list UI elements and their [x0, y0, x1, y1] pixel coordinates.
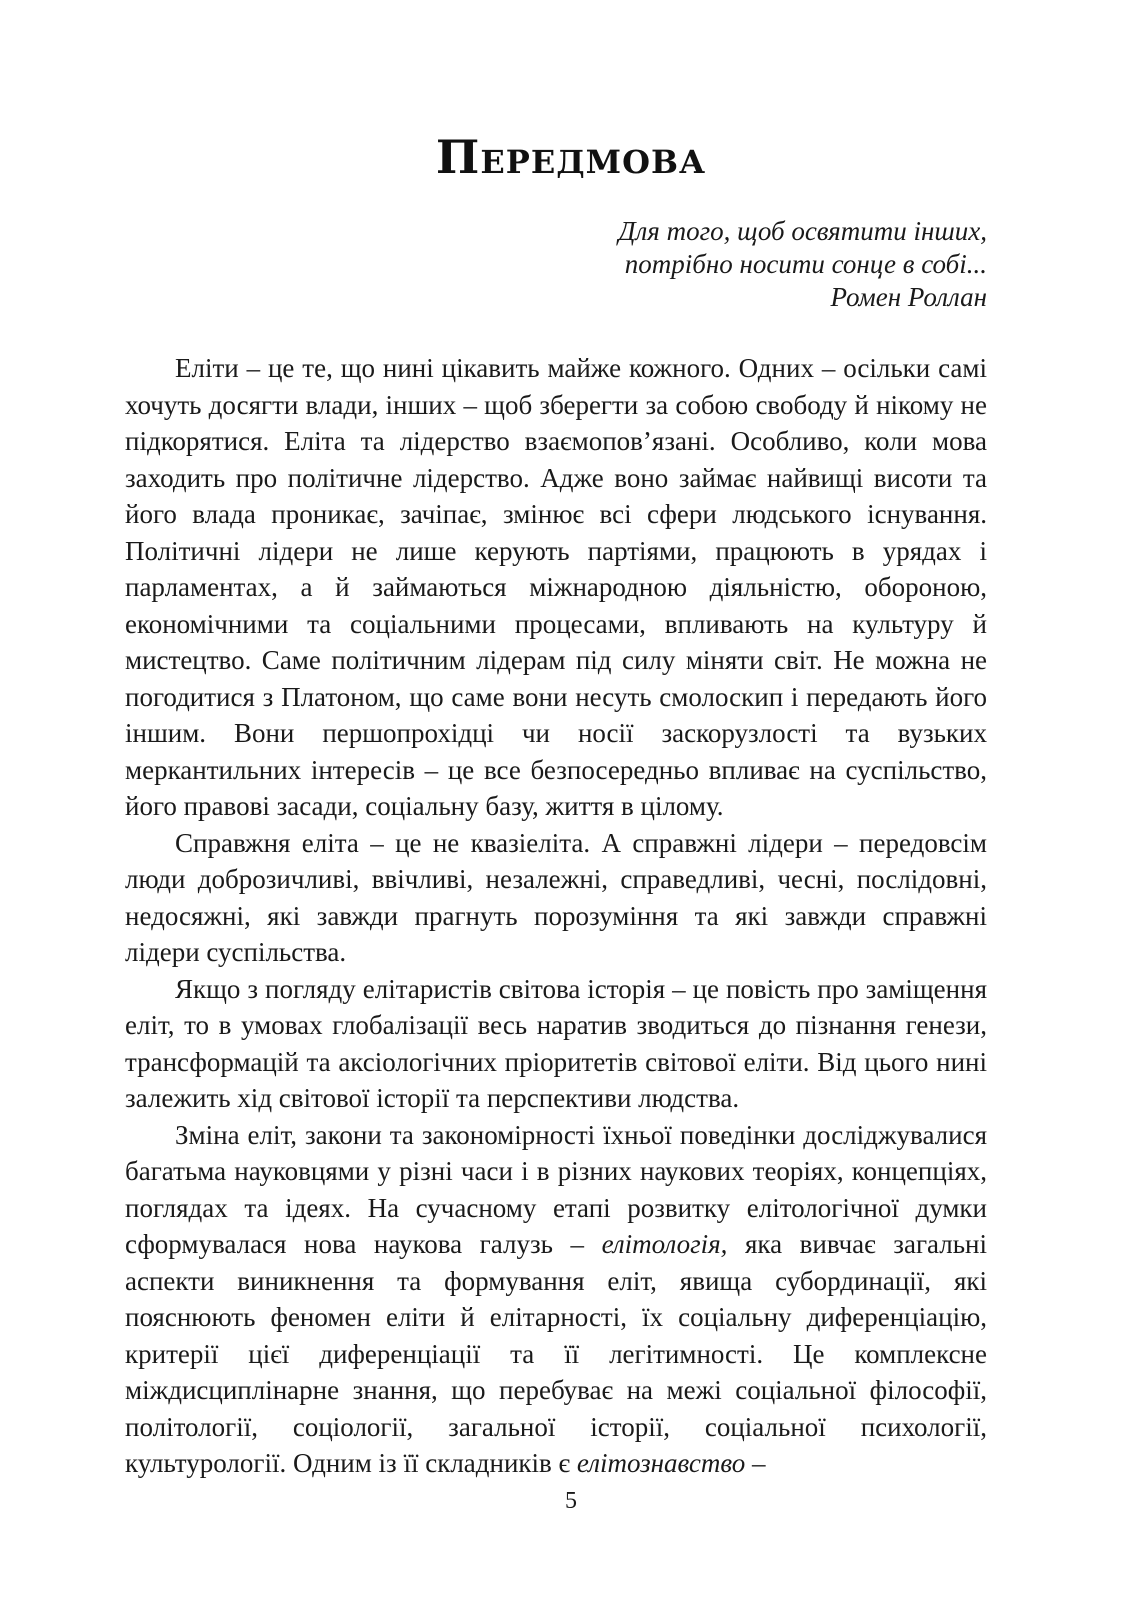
- paragraph: Якщо з погляду елітаристів світова історія – це повість про заміщення еліт, то в умовах глобалізації весь наратив зводиться до пізнання генези, трансформацій та аксіологічних пріоритетів світової еліти. Від цього нині залежить хід світової історії та перспективи людства.: [125, 973, 987, 1113]
- paragraph: Справжня еліта – це не квазіеліта. А справжні лідери – передовсім люди доброзичливі, ввічливі, незалежні, справедливі, чесні, послідовні, недосяжні, які завжди прагнуть порозуміння та які завжди справжні лідери суспільства.: [125, 827, 987, 967]
- paragraph: Зміна еліт, закони та закономірності їхньої поведінки досліджувалися багатьма науковцями у різні часи і в різних наукових теоріях, концепціях, поглядах та ідеях. На сучасному етапі розвитку елітологічної думки сформувалася нова наукова галузь – елітологія, яка вивчає загальні аспекти виникнення та формування еліт, явища субординації, які пояснюють феномен еліти й елітарності, їх соціальну диференціацію, критерії цієї диференціації та її легітимності. Це комплексне міждисциплінарне знання, що перебуває на межі соціальної філософії, політології, соціології, загальної історії, соціальної психології, культурології. Одним із її складників є елітознавство –: [125, 1119, 987, 1478]
- term-elite-studies: елітознавство: [576, 1448, 746, 1478]
- page-number: 5: [565, 1488, 577, 1514]
- epigraph-line: потрібно носити сонце в собі...: [624, 249, 987, 279]
- epigraph: [618, 215, 987, 314]
- epigraph-author: Ромен Роллан: [830, 282, 987, 312]
- epigraph-line: Для того, щоб освятити інших,: [618, 216, 987, 246]
- term-elitology: елітологія,: [601, 1229, 728, 1259]
- body-text: [125, 350, 987, 1482]
- page-title: ПЕРЕДМОВА: [435, 130, 707, 184]
- paragraph: Еліти – це те, що нині цікавить майже кожного. Одних – осільки самі хочуть досягти влади, інших – щоб зберегти за собою свободу й нікому не підкорятися. Еліта та лідерство взаємопов’язані. Особливо, коли мова заходить про політичне лідерство. Адже воно займає найвищі висоти та його влада проникає, зачіпає, змінює всі сфери людського існування. Політичні лідери не лише керують партіями, працюють в урядах і парламентах, а й займаються міжнародною діяльністю, обороною, економічними та соціальними процесами, впливають на культуру й мистецтво. Саме політичним лідерам під силу міняти світ. Не можна не погодитися з Платоном, що саме вони несуть смолоскип і передають його іншим. Вони першопрохідці чи носії заскорузлості та вузьких меркантильних інтересів – це все безпосередньо впливає на суспільство, його правові засади, соціальну базу, життя в цілому.: [125, 353, 987, 821]
